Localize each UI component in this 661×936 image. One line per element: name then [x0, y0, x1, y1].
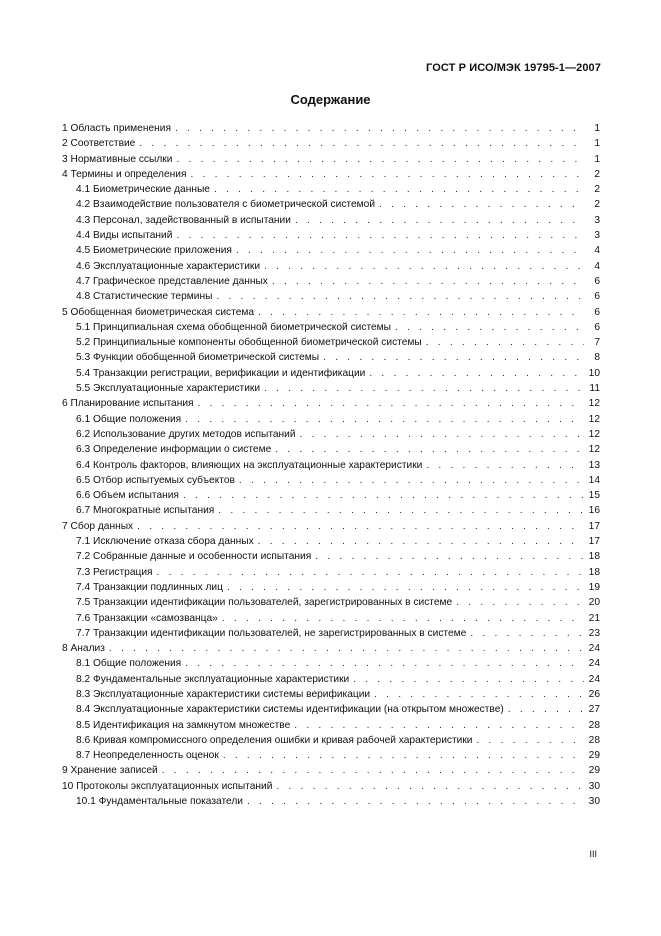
dot-leader	[477, 733, 585, 748]
toc-entry-title: 10 Протоколы эксплуатационных испытаний	[62, 780, 273, 792]
toc-entry-title: 8.2 Фундаментальные эксплуатационные характеристики	[76, 673, 350, 685]
toc-entry-page: 30	[588, 796, 600, 808]
toc-entry-page: 12	[588, 413, 600, 425]
dot-leader	[139, 136, 584, 151]
toc-entry[interactable]	[62, 259, 600, 274]
toc-entry-title: 9 Хранение записей	[62, 765, 158, 777]
toc-entry-title: 8.5 Идентификация на замкнутом множестве	[76, 719, 291, 731]
toc-entry-page: 27	[588, 704, 600, 716]
toc-entry-page: 30	[588, 780, 600, 792]
toc-entry[interactable]	[62, 167, 600, 182]
page-title: Содержание	[290, 92, 371, 107]
toc-entry[interactable]	[62, 748, 600, 763]
dot-leader	[109, 641, 584, 656]
dot-leader	[426, 335, 584, 350]
toc-entry-title: 4.6 Эксплуатационные характеристики	[76, 260, 261, 272]
dot-leader	[227, 580, 584, 595]
dot-leader	[185, 656, 584, 671]
toc-entry-page: 13	[588, 459, 600, 471]
table-of-contents	[62, 121, 600, 809]
toc-entry[interactable]	[62, 182, 600, 197]
dot-leader	[379, 197, 584, 212]
toc-entry-title: 4.7 Графическое представление данных	[76, 275, 268, 287]
toc-entry[interactable]	[62, 611, 600, 626]
toc-entry[interactable]	[62, 305, 600, 320]
toc-entry[interactable]	[62, 412, 600, 427]
toc-entry-title: 2 Соответствие	[62, 138, 136, 150]
dot-leader	[223, 748, 584, 763]
toc-entry-page: 1	[594, 123, 600, 134]
toc-entry-title: 5.1 Принципиальная схема обобщенной биометрической системы	[76, 321, 391, 333]
dot-leader	[426, 458, 584, 473]
toc-entry[interactable]	[62, 121, 600, 136]
toc-entry-title: 6 Планирование испытания	[62, 398, 194, 410]
toc-entry-page: 26	[588, 688, 600, 700]
dot-leader	[374, 687, 584, 702]
dot-leader	[236, 243, 584, 258]
toc-entry-title: 5.4 Транзакции регистрации, верификации и идентификации	[76, 367, 366, 379]
toc-entry[interactable]	[62, 718, 600, 733]
dot-leader	[395, 320, 584, 335]
dot-leader	[175, 121, 584, 136]
toc-entry[interactable]	[62, 442, 600, 457]
toc-entry-title: 5.3 Функции обобщенной биометрической системы	[76, 352, 320, 364]
toc-entry-title: 6.2 Использование других методов испытаний	[76, 428, 296, 440]
dot-leader	[218, 503, 584, 518]
dot-leader	[247, 794, 584, 809]
dot-leader	[300, 427, 584, 442]
toc-entry-title: 8.3 Эксплуатационные характеристики системы верификации	[76, 688, 371, 700]
toc-entry-page: 15	[588, 490, 600, 502]
dot-leader	[470, 626, 584, 641]
toc-entry-page: 24	[588, 643, 600, 655]
toc-entry[interactable]	[62, 794, 600, 809]
toc-entry[interactable]	[62, 565, 600, 580]
toc-entry-title: 10.1 Фундаментальные показатели	[76, 796, 243, 808]
toc-entry[interactable]	[62, 595, 600, 610]
toc-entry[interactable]	[62, 274, 600, 289]
dot-leader	[295, 213, 584, 228]
dot-leader	[176, 228, 584, 243]
toc-entry-title: 6.4 Контроль факторов, влияющих на эксплуатационные характеристики	[76, 459, 423, 471]
toc-entry-title: 6.6 Объем испытания	[76, 490, 179, 502]
toc-entry[interactable]	[62, 534, 600, 549]
dot-leader	[183, 488, 584, 503]
page-number: III	[589, 849, 597, 859]
toc-entry-page: 14	[588, 474, 600, 486]
toc-entry-page: 6	[594, 291, 600, 303]
dot-leader	[315, 549, 584, 564]
toc-entry-page: 18	[588, 566, 600, 578]
toc-entry-page: 12	[588, 428, 600, 440]
toc-entry[interactable]	[62, 779, 600, 794]
toc-entry-title: 7 Сбор данных	[62, 520, 134, 532]
toc-entry-title: 4.1 Биометрические данные	[76, 184, 210, 196]
toc-entry[interactable]	[62, 136, 600, 151]
toc-entry-title: 6.7 Многократные испытания	[76, 505, 215, 517]
toc-entry-page: 3	[594, 230, 600, 242]
toc-entry-page: 1	[594, 153, 600, 165]
dot-leader	[185, 412, 584, 427]
toc-entry-title: 4.8 Статистические термины	[76, 291, 213, 303]
toc-entry-title: 7.7 Транзакции идентификации пользователей, не зарегистрированных в системе	[76, 627, 467, 639]
toc-entry[interactable]	[62, 350, 600, 365]
dot-leader	[369, 366, 584, 381]
toc-entry[interactable]	[62, 243, 600, 258]
dot-leader	[176, 152, 584, 167]
toc-entry-page: 7	[594, 337, 600, 349]
toc-entry-title: 1 Область применения	[62, 123, 171, 134]
toc-entry-title: 4.2 Взаимодействие пользователя с биометрической системой	[76, 199, 376, 211]
toc-entry[interactable]	[62, 473, 600, 488]
dot-leader	[190, 167, 584, 182]
dot-leader	[323, 350, 584, 365]
toc-entry-title: 5.5 Эксплуатационные характеристики	[76, 383, 261, 395]
toc-entry-page: 10	[588, 367, 600, 379]
toc-entry-page: 18	[588, 551, 600, 563]
toc-entry[interactable]	[62, 228, 600, 243]
dot-leader	[456, 595, 584, 610]
toc-entry-page: 23	[588, 627, 600, 639]
toc-entry-title: 4.5 Биометрические приложения	[76, 245, 232, 257]
toc-entry-title: 5.2 Принципиальные компоненты обобщенной биометрической системы	[76, 337, 422, 349]
toc-entry-page: 6	[594, 306, 600, 318]
toc-entry[interactable]	[62, 152, 600, 167]
dot-leader	[276, 779, 584, 794]
toc-entry[interactable]	[62, 549, 600, 564]
dot-leader	[239, 473, 584, 488]
toc-entry-page: 6	[594, 321, 600, 333]
dot-leader	[198, 396, 584, 411]
toc-entry[interactable]	[62, 213, 600, 228]
dot-leader	[162, 763, 584, 778]
toc-entry-page: 1	[594, 138, 600, 150]
toc-entry-page: 19	[588, 581, 600, 593]
toc-entry[interactable]	[62, 733, 600, 748]
toc-entry[interactable]	[62, 580, 600, 595]
toc-entry[interactable]	[62, 763, 600, 778]
toc-entry-page: 24	[588, 658, 600, 670]
toc-entry-title: 7.4 Транзакции подлинных лиц	[76, 581, 223, 593]
toc-entry-title: 8.7 Неопределенность оценок	[76, 750, 219, 762]
toc-entry-page: 2	[594, 199, 600, 211]
toc-entry-page: 11	[589, 383, 600, 395]
toc-entry[interactable]	[62, 289, 600, 304]
toc-entry-title: 8.4 Эксплуатационные характеристики системы идентификации (на открытом множестве)	[76, 704, 504, 716]
toc-entry-page: 2	[594, 184, 600, 196]
toc-entry-page: 4	[594, 260, 600, 272]
dot-leader	[222, 611, 584, 626]
toc-entry-page: 3	[594, 214, 600, 226]
toc-entry[interactable]	[62, 672, 600, 687]
toc-entry-title: 6.3 Определение информации о системе	[76, 444, 272, 456]
toc-entry-page: 2	[594, 168, 600, 180]
dot-leader	[272, 274, 584, 289]
toc-entry-page: 12	[588, 444, 600, 456]
toc-entry-page: 6	[594, 275, 600, 287]
toc-entry-title: 4.4 Виды испытаний	[76, 230, 173, 242]
toc-entry[interactable]	[62, 488, 600, 503]
toc-entry[interactable]	[62, 503, 600, 518]
toc-entry[interactable]	[62, 656, 600, 671]
dot-leader	[508, 702, 584, 717]
dot-leader	[275, 442, 584, 457]
toc-entry-title: 4 Термины и определения	[62, 168, 187, 180]
dot-leader	[264, 259, 584, 274]
toc-entry[interactable]	[62, 626, 600, 641]
toc-entry[interactable]	[62, 687, 600, 702]
toc-entry[interactable]	[62, 335, 600, 350]
dot-leader	[294, 718, 584, 733]
toc-entry-title: 8 Анализ	[62, 643, 105, 655]
dot-leader	[258, 305, 584, 320]
toc-entry[interactable]	[62, 320, 600, 335]
toc-entry-page: 20	[588, 597, 600, 609]
toc-entry-page: 24	[588, 673, 600, 685]
toc-entry-title: 7.1 Исключение отказа сбора данных	[76, 536, 254, 548]
dot-leader	[216, 289, 584, 304]
toc-entry-page: 29	[588, 765, 600, 777]
toc-entry-title: 5 Обобщенная биометрическая система	[62, 306, 255, 318]
toc-entry-page: 21	[588, 612, 600, 624]
toc-entry[interactable]	[62, 427, 600, 442]
toc-entry-page: 4	[594, 245, 600, 257]
toc-entry-page: 28	[588, 734, 600, 746]
document-header: ГОСТ Р ИСО/МЭК 19795-1—2007	[426, 62, 601, 74]
dot-leader	[258, 534, 584, 549]
toc-entry[interactable]	[62, 702, 600, 717]
toc-entry-title: 4.3 Персонал, задействованный в испытании	[76, 214, 291, 226]
toc-entry-page: 16	[588, 505, 600, 517]
toc-entry-title: 6.1 Общие положения	[76, 413, 182, 425]
toc-entry[interactable]	[62, 396, 600, 411]
toc-entry-title: 7.5 Транзакции идентификации пользователей, зарегистрированных в системе	[76, 597, 453, 609]
toc-entry-page: 28	[588, 719, 600, 731]
toc-entry[interactable]	[62, 641, 600, 656]
dot-leader	[137, 519, 584, 534]
toc-entry[interactable]	[62, 366, 600, 381]
toc-entry-page: 8	[594, 352, 600, 364]
dot-leader	[264, 381, 584, 396]
toc-entry-page: 17	[588, 536, 600, 548]
toc-entry-page: 17	[588, 520, 600, 532]
toc-entry-title: 7.6 Транзакции «самозванца»	[76, 612, 218, 624]
toc-entry-title: 7.3 Регистрация	[76, 566, 153, 578]
toc-entry-title: 8.1 Общие положения	[76, 658, 182, 670]
toc-entry-title: 7.2 Собранные данные и особенности испытания	[76, 551, 312, 563]
dot-leader	[353, 672, 584, 687]
toc-entry-page: 12	[588, 398, 600, 410]
toc-entry-title: 3 Нормативные ссылки	[62, 153, 173, 165]
toc-entry-title: 6.5 Отбор испытуемых субъектов	[76, 474, 235, 486]
dot-leader	[157, 565, 584, 580]
toc-entry[interactable]	[62, 519, 600, 534]
toc-entry[interactable]	[62, 458, 600, 473]
toc-entry-title: 8.6 Кривая компромиссного определения ошибки и кривая рабочей характеристики	[76, 734, 473, 746]
toc-entry[interactable]	[62, 197, 600, 212]
dot-leader	[214, 182, 584, 197]
toc-entry-page: 29	[588, 750, 600, 762]
toc-entry[interactable]	[62, 381, 600, 396]
